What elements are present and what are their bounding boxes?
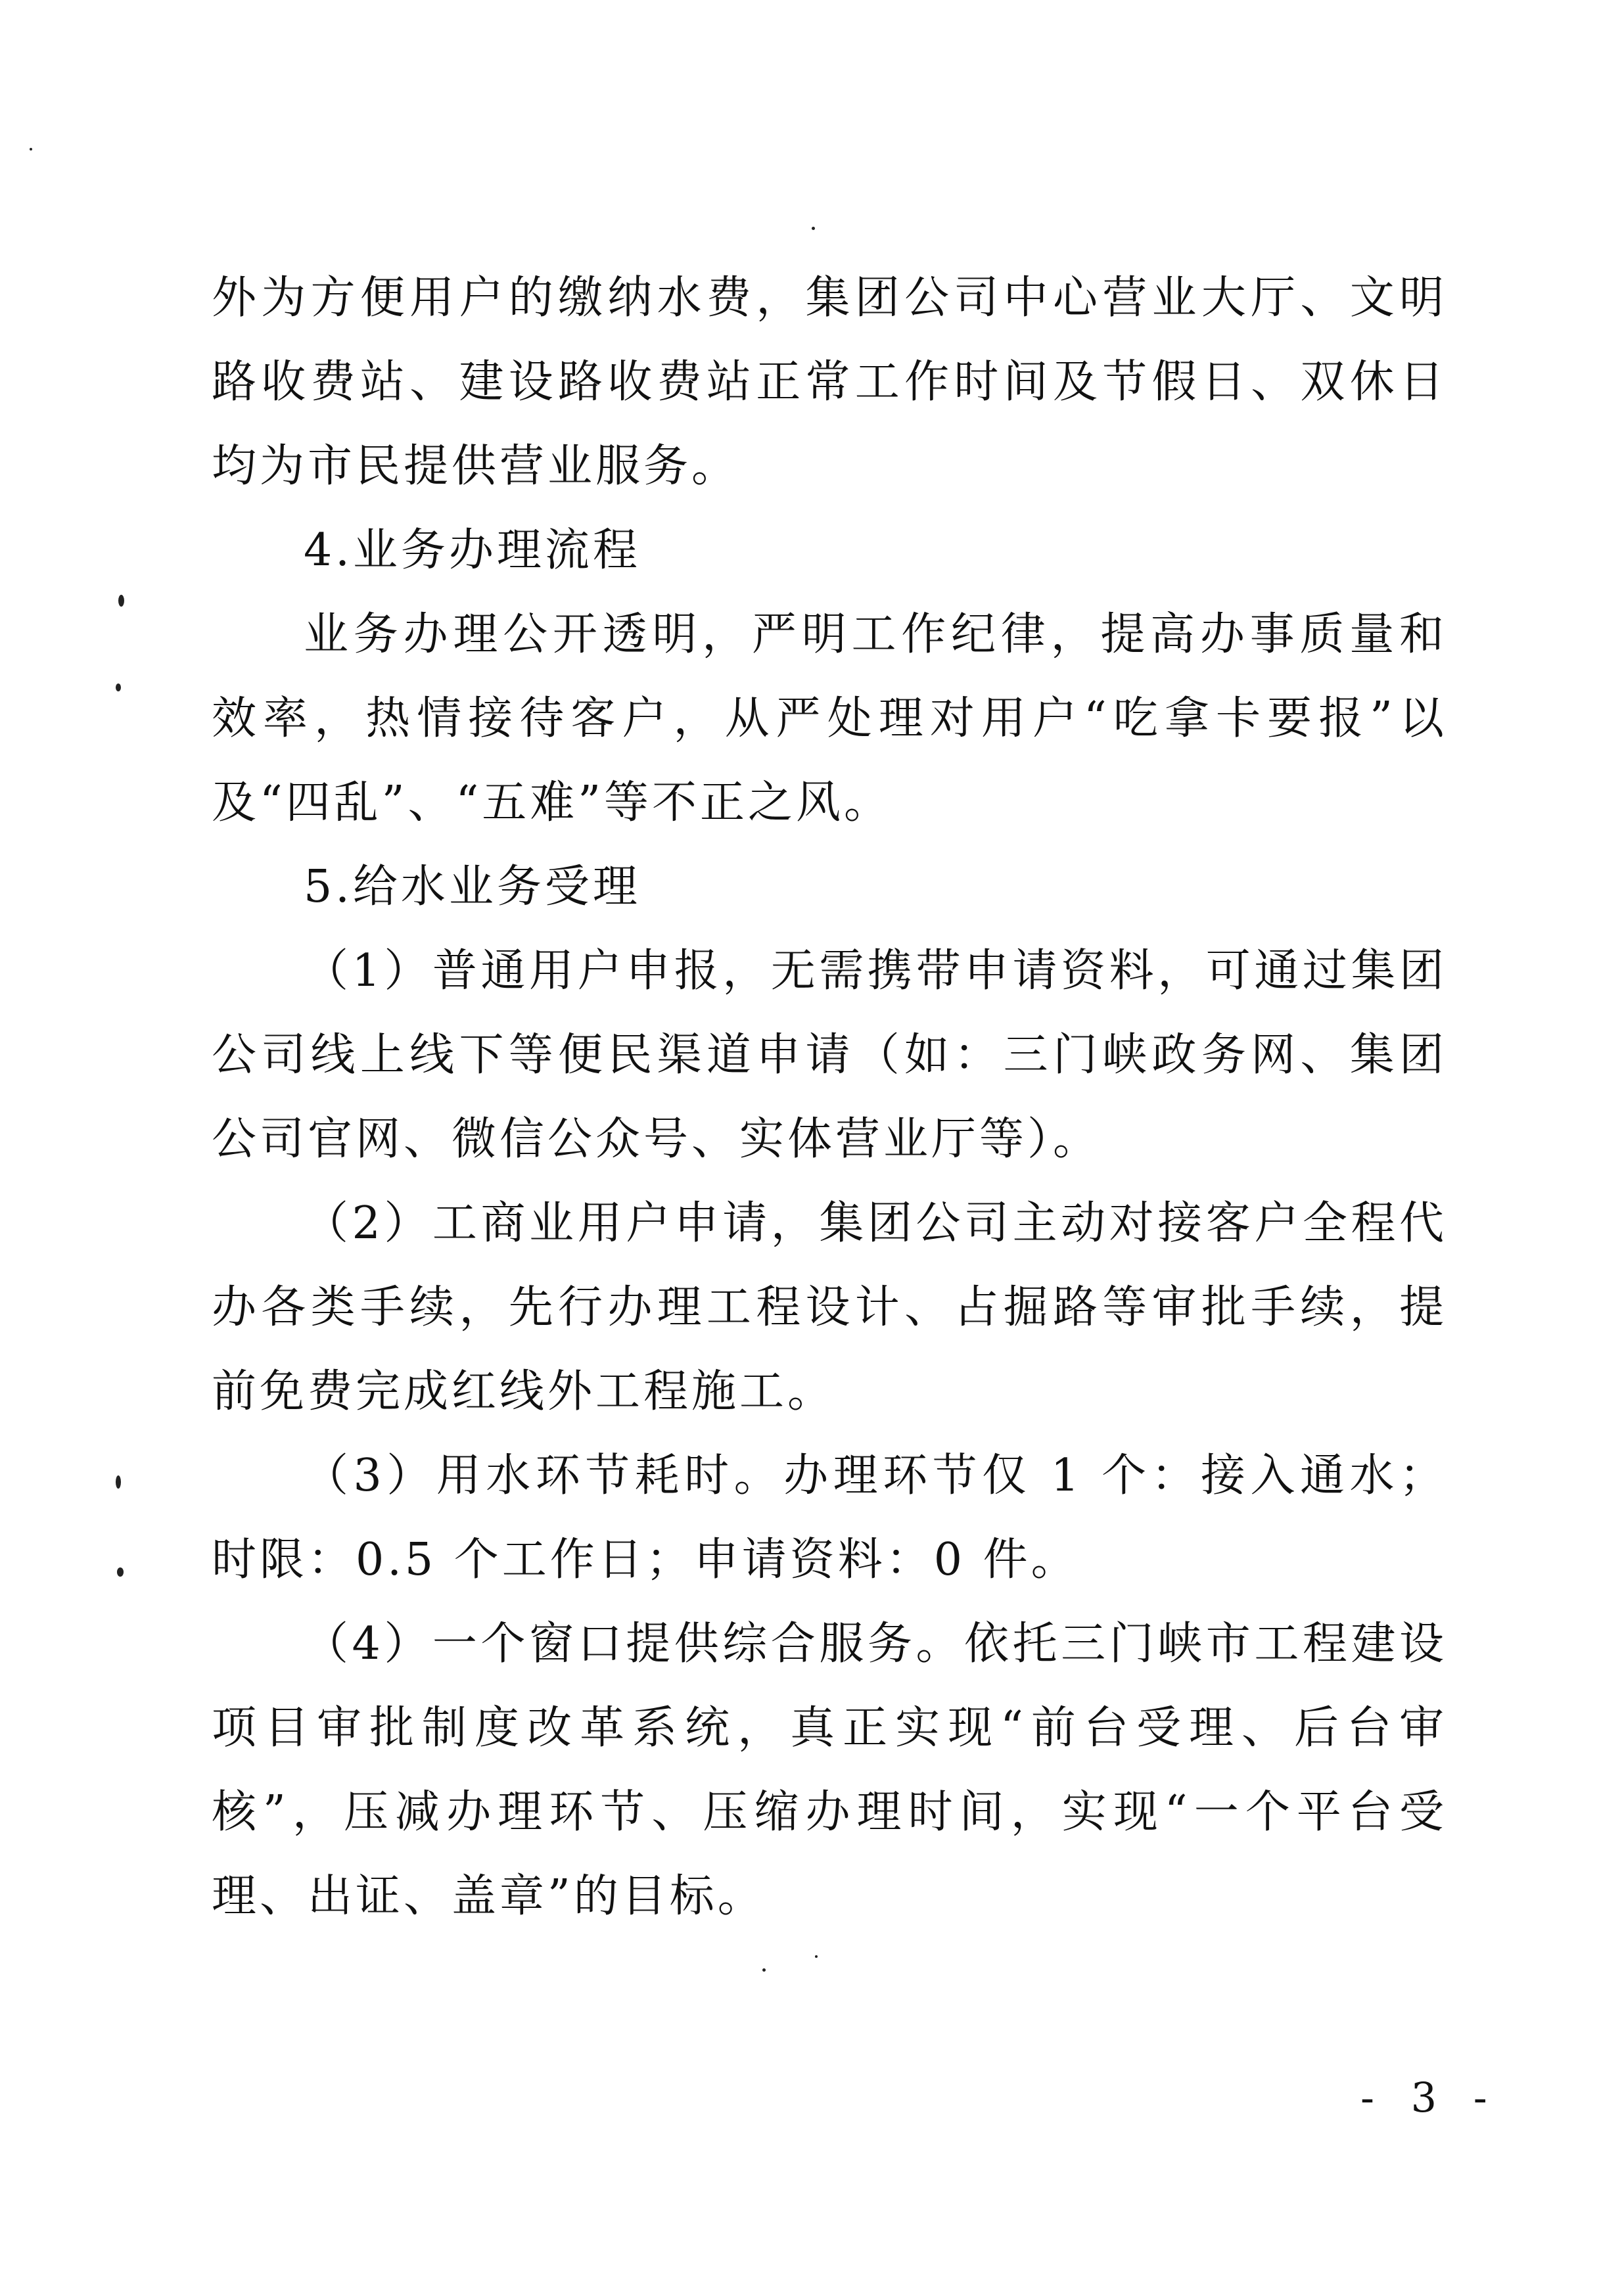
- scan-speck: [116, 1475, 121, 1489]
- paragraph-item-2: （2）工商业用户申请，集团公司主动对接客户全程代办各类手续，先行办理工程设计、占掘路等审批手续，提前免费完成红线外工程施工。: [212, 1197, 1447, 1418]
- heading-business-process: 4.业务办理流程: [304, 524, 641, 576]
- paragraph-item-1: （1）普通用户申报，无需携带申请资料，可通过集团公司线上线下等便民渠道申请（如：三门峡政务网、集团公司官网、微信公众号、实体营业厅等）。: [212, 945, 1447, 1165]
- scan-speck: [118, 595, 124, 607]
- heading-water-supply: 5.给水业务受理: [304, 861, 641, 913]
- page-number: - 3 -: [1360, 2074, 1499, 2121]
- paragraph-business-process: 业务办理公开透明，严明工作纪律，提高办事质量和效率，热情接待客户，从严处理对用户“吃拿卡要报”以及“四乱”、“五难”等不正之风。: [212, 609, 1447, 829]
- document-body: [212, 256, 1447, 1939]
- scan-speck: [812, 227, 815, 230]
- paragraph-item-3: （3）用水环节耗时。办理环节仅 1 个：接入通水；时限：0.5 个工作日；申请资料：0 件。: [212, 1450, 1447, 1586]
- scan-speck: [116, 684, 121, 691]
- paragraph-item-4: （4）一个窗口提供综合服务。依托三门峡市工程建设项目审批制度改革系统，真正实现“前台受理、后台审核”，压减办理环节、压缩办理时间，实现“一个平台受理、出证、盖章”的目标。: [212, 1618, 1447, 1922]
- scan-speck: [815, 1955, 818, 1958]
- scan-speck: [117, 1567, 124, 1577]
- paragraph-business-hours: 外为方便用户的缴纳水费，集团公司中心营业大厅、文明路收费站、建设路收费站正常工作时间及节假日、双休日均为市民提供营业服务。: [212, 272, 1447, 492]
- scan-speck: [762, 1968, 766, 1972]
- scan-speck: [30, 148, 32, 151]
